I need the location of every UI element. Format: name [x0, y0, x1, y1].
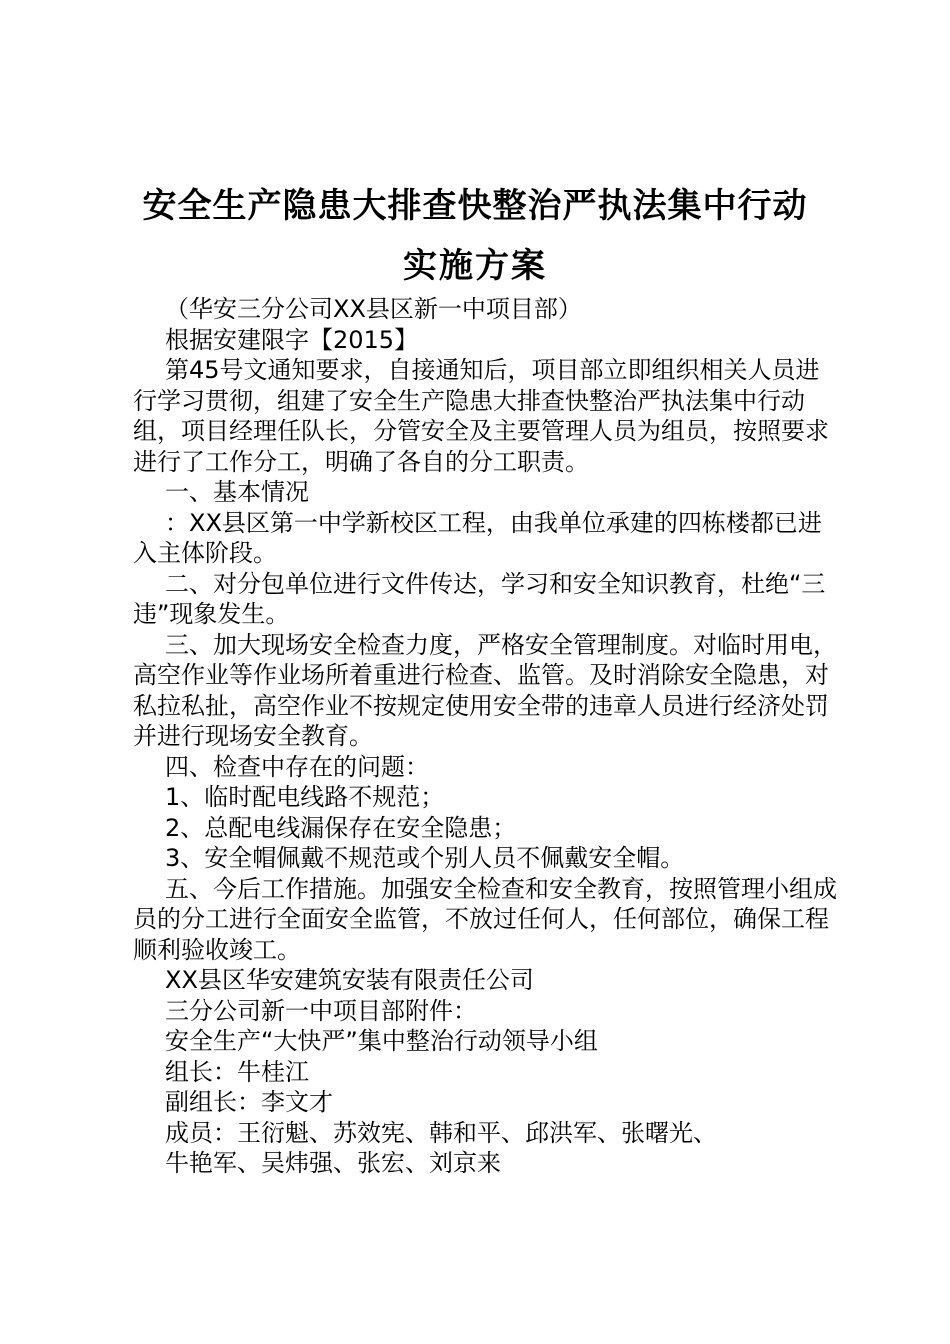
- project-subtitle: （华安三分公司XX县区新一中项目部）: [165, 295, 582, 323]
- document-title-line-1: 安全生产隐患大排查快整治严执法集中行动: [142, 186, 808, 226]
- paragraph-section-5: 五、今后工作措施。加强安全检查和安全教育，按照管理小组成员的分工进行全面安全监管，不放过任何人，任何部位，确保工程顺利验收竣工。: [133, 874, 837, 964]
- leading-group-title: 安全生产“大快严”集中整治行动领导小组: [165, 1027, 598, 1055]
- attachment-heading: 三分公司新一中项目部附件：: [165, 996, 477, 1025]
- document-body: [133, 294, 843, 1179]
- problem-item-2: 2、总配电线漏保存在安全隐患；: [165, 813, 517, 842]
- group-leader: 组长：牛桂江: [165, 1057, 309, 1086]
- members-line-1: 成员：王衍魁、苏效宪、韩和平、邱洪军、张曙光、: [165, 1118, 717, 1147]
- document-title-line-2: 实施方案: [403, 246, 547, 286]
- paragraph-basic-info: ：XX县区第一中学新校区工程，由我单位承建的四栋楼都已进入主体阶段。: [133, 508, 822, 567]
- section-heading-basic: 一、基本情况: [165, 478, 309, 506]
- paragraph-section-3: 三、加大现场安全检查力度，严格安全管理制度。对临时用电，高空作业等作业场所着重进行检查、监管。及时消除安全隐患，对私拉私扯，高空作业不按规定使用安全带的违章人员进行经济处罚并进行现场安全教育。: [133, 630, 837, 750]
- paragraph-section-2: 二、对分包单位进行文件传达，学习和安全知识教育，杜绝“三违”现象发生。: [133, 569, 826, 628]
- problem-item-1: 1、临时配电线路不规范；: [165, 783, 445, 811]
- members-line-2: 牛艳军、吴炜强、张宏、刘京来: [165, 1149, 501, 1177]
- paragraph-notice: 第45号文通知要求，自接通知后，项目部立即组织相关人员进行学习贯彻，组建了安全生产隐患大排查快整治严执法集中行动组，项目经理任队长，分管安全及主要管理人员为组员，按照要求进行了工作分工，明确了各自的分工职责。: [133, 356, 829, 476]
- deputy-leader: 副组长：李文才: [165, 1088, 333, 1116]
- section-heading-problems: 四、检查中存在的问题：: [165, 752, 429, 781]
- company-name: XX县区华安建筑安装有限责任公司: [165, 966, 534, 994]
- problem-item-3: 3、安全帽佩戴不规范或个别人员不佩戴安全帽。: [165, 844, 685, 872]
- paragraph-basis: 根据安建限字【2015】: [165, 325, 419, 354]
